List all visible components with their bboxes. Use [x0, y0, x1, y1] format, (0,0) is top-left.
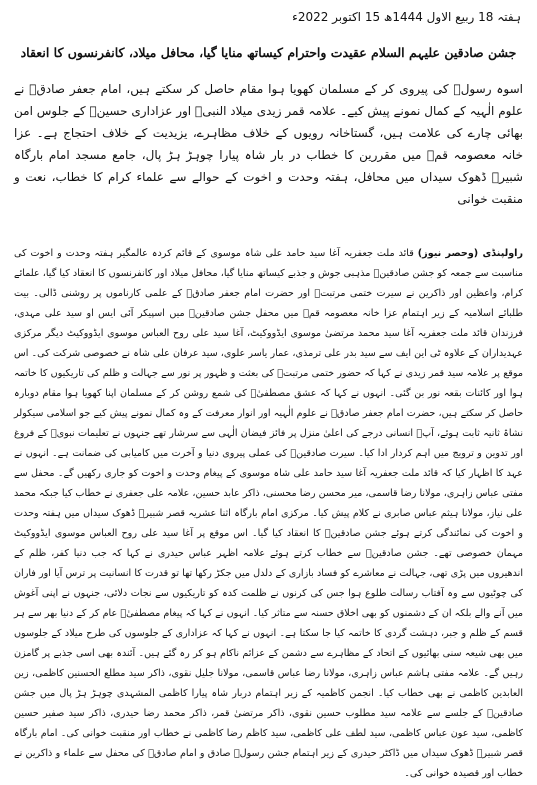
article-text: قائد ملت جعفریہ آغا سید حامد علی شاہ موسوی کے قائم کردہ عالمگیر ہفتہ وحدت و اخوت کی مناسبت سے جمعہ کو جشن صادقینؑ مذہبی جوش و جذبے کیساتھ منایا گیا، محافل میلاد اور کانفرنسوں کا انعقاد کیا گیا، علمائے کرام، واعظین اور ذاکرین نے سیرت ختمی مرتبتؐ اور حضرت امام جعفر صادقؑ کے علمی کارناموں پر روشنی ڈالی۔ بیت طلبائے اسلامیہ کے زیر اہتمام عزا خانہ معصومہ قمؑ میں محفل جشن صادقینؑ میں اسپیکر آئی ایس او سید علی مہدی، فرزندان قائد ملت جعفریہ آغا سید محمد مرتضیٰ موسوی ایڈووکیٹ، آغا سید علی روح العباس موسوی ایڈووکیٹ دیگر مرکزی عہدیداران کے علاوہ ٹی این ایف سے سید بدر علی ترمذی، عمار یاسر علوی، سید عرفان علی شاہ نے خصوصی شرکت کی۔ اس موقع پر علامہ سید قمر زیدی نے کہا کہ حضور ختمی مرتبتؐ کی بعثت و ظہور پر نور سے جہالت و ظلم کی تاریکیوں کا خاتمہ ہوا اور کائنات بقعہ نور بن گئی۔ انہوں نے کہا کہ عشق مصطفیٰؐ کی شمع روشن کر کے مسلمان اپنا کھویا ہوا مقام دوبارہ حاصل کر سکتے ہیں، حضرت امام جعفر صادقؑ نے علوم الٰہیہ اور انوار معرفت کے وہ کمال نمونے پیش کیے جو اسلامی سیکولر نشاۃ ثانیہ ثابت ہوئے، آپؑ انسانی درجے کی اعلیٰ منزل پر فائز فیضان الٰہی سے سرشار تھے جنہوں نے تعلیمات نبویؐ کے فروغ اور تدوین و ترویج میں اہم کردار ادا کیا۔ سیرت صادقینؑ کی عملی پیروی دنیا و آخرت میں کامیابی کی ضمانت ہے۔ انہوں نے عہد کا اظہار کیا کہ قائد ملت جعفریہ آغا سید حامد علی شاہ موسوی کے پیغام وحدت و اخوت کو جاری رکھیں گے۔ محفل سے مفتی عباس زاہری، مولانا رضا قاسمی، میر محسن رضا محسنی، ذاکر عابد حسین، علامہ علی جعفری نے خطاب کیا جبکہ محمد علی نیاز، مولانا ہیثم عباس صابری نے کلام پیش کیا۔ مرکزی امام بارگاہ اثنا عشریہ قصر شبیرؑ ڈھوک سیداں میں ہفتہ وحدت و اخوت کی نمائندگی کرتے ہوئے جشن صادقینؑ کا انعقاد کیا گیا۔ اس موقع پر آغا سید علی روح العباس موسوی ایڈووکیٹ مہمان خصوصی تھے۔ جشن صادقینؑ سے خطاب کرتے ہوئے علامہ اظہر عباس حیدری نے کہا کہ جب دنیا کفر، ظلم کے اندھیروں میں پڑی تھی، جہالت نے معاشرے کو فساد بازاری کے دلدل میں جکڑ رکھا تھا تو قدرت کا انسانیت پر ترس آیا اور فاران کی چوٹیوں سے وہ آفتاب رسالت طلوع ہوا جس کی کرنوں نے ظلمت کدہ کو تاریکیوں سے نجات دلائی، جنہوں نے اپنی آغوش میں آنے والے بلکہ ان کے دشمنوں کو بھی اخلاق حسنہ سے متاثر کیا۔ انہوں نے کہا کہ پیغام مصطفیٰؐ عام کر کے دنیا بھر سے ہر قسم کے ظلم و جبر، دہشت گردی کا خاتمہ کیا جا سکتا ہے۔ انہوں نے کہا کہ عزاداری کے جلوسوں کی طرح میلاد کے جلوسوں میں بھی شیعہ سنی بھائیوں کے اتحاد کے مظاہرے سے دشمن کے عزائم ناکام ہو کر رہ گئے ہیں۔ آئندہ بھی اسی جذبے پر گامزن رہیں گے۔ علامہ مفتی ہاشم عباس زاہری، مولانا رضا عباس قاسمی، مولانا جلیل نقوی، ذاکر سید مطلع الحسنین کاظمی، زین العابدین کاظمی نے بھی خطاب کیا۔ انجمن کاظمیہ کے زیر اہتمام دربار شاہ پیارا کاظمی المشہدی چوہڑ ہڑ پال میں جشن صادقینؑ کے جلسے سے علامہ سید مطلوب حسین نقوی، ذاکر مرتضیٰ قمر، ذاکر محمد رضا حیدری، ذاکر سید صفیر حسین کاظمی، سید عون عباس کاظمی، سید لطف علی کاظمی، سید کاظم رضا کاظمی نے خطاب اور منقبت خوانی کی۔ امام بارگاہ قصر شبیرؑ ڈھوک سیداں میں ڈاکٹر حیدری کے زیر اہتمام جشن رسولؐ صادق و امام صادقؑ کی محفل سے علماء و ذاکرین نے خطاب اور قصیدہ خوانی کی۔ — [14, 248, 523, 779]
dateline: ہفتہ 18 ربیع الاول 1444ھ 15 اکتوبر 2022ء — [292, 10, 521, 24]
article-dateline: راولپنڈی (وحصر نیوز) — [417, 248, 523, 259]
intro-summary: اسوہ رسولؐ کی پیروی کر کے مسلمان کھویا ہوا مقام حاصل کر سکتے ہیں، امام جعفر صادقؑ نے علوم الٰہیہ کے کمال نمونے پیش کیے۔ علامہ قمر زیدی میلاد النبیؐ اور عزاداری حسینؑ کے جلوس امن بھائی چارے کی علامت ہیں، گستاخانہ رویوں کے خلاف مظاہرے، یزیدیت کے خلاف احتجاج ہے۔ عزا خانہ معصومہ قمؑ میں مقررین کا خطاب در بار شاہ پیارا چوہڑ ہڑ پال، جامع مسجد امام بارگاہ شبیرؑ ڈھوک سیداں میں محافل، ہفتہ وحدت و اخوت کے حوالے سے علماء کرام کا خطاب، نعت و منقبت خوانی — [14, 82, 523, 206]
headline: جشن صادقین علیہم السلام عقیدت واحترام کیساتھ منایا گیا، محافل میلاد، کانفرنسوں کا انعقاد — [20, 45, 517, 60]
article-body — [14, 244, 523, 784]
